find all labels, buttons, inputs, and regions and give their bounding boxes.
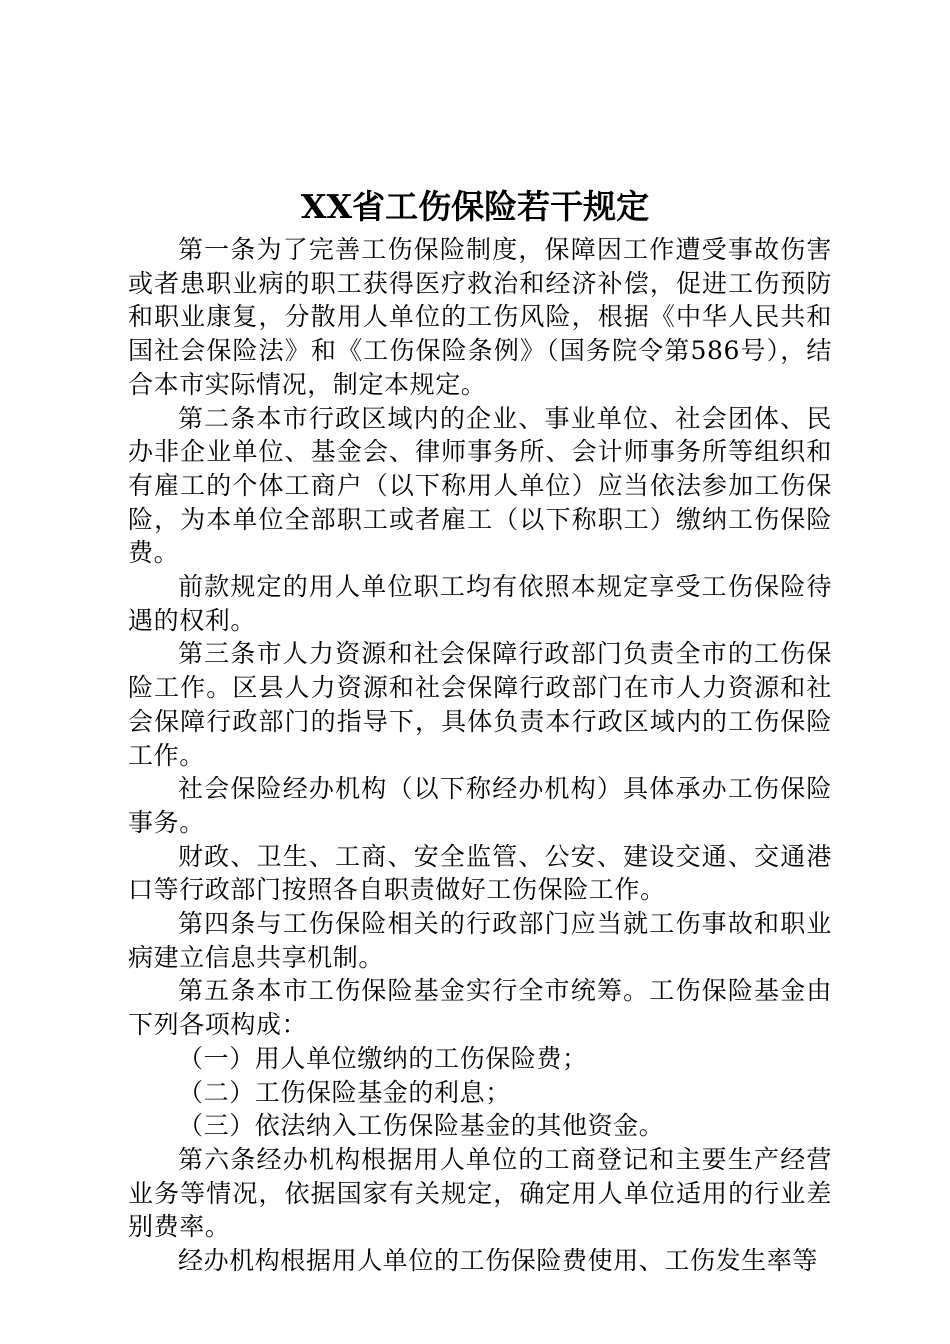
document-title: XX省工伤保险若干规定	[300, 187, 650, 226]
paragraph-article-1: 第一条为了完善工伤保险制度，保障因工作遭受事故伤害或者患职业病的职工获得医疗救治和经济补偿，促进工伤预防和职业康复，分散用人单位的工伤风险，根据《中华人民共和国社会保险法》和《工伤保险条例》（国务院令第586号），结合本市实际情况，制定本规定。	[128, 235, 832, 399]
paragraph-article-6-continued: 经办机构根据用人单位的工伤保险费使用、工伤发生率等	[178, 1246, 819, 1276]
paragraph-article-3-agency: 社会保险经办机构（以下称经办机构）具体承办工伤保险事务。	[128, 774, 832, 837]
paragraph-article-3: 第三条市人力资源和社会保障行政部门负责全市的工伤保险工作。区县人力资源和社会保障行政部门在市人力资源和社会保障行政部门的指导下，具体负责本行政区域内的工伤保险工作。	[128, 639, 832, 770]
document-body	[128, 233, 832, 1278]
paragraph-article-2-clause: 前款规定的用人单位职工均有依照本规定享受工伤保险待遇的权利。	[128, 572, 832, 635]
paragraph-article-6: 第六条经办机构根据用人单位的工商登记和主要生产经营业务等情况，依据国家有关规定，确定用人单位适用的行业差别费率。	[128, 1144, 832, 1242]
paragraph-article-5-item-2: （二）工伤保险基金的利息；	[178, 1077, 511, 1107]
paragraph-article-5-item-3: （三）依法纳入工伤保险基金的其他资金。	[178, 1111, 665, 1141]
paragraph-article-4: 第四条与工伤保险相关的行政部门应当就工伤事故和职业病建立信息共享机制。	[128, 909, 832, 972]
paragraph-article-2: 第二条本市行政区域内的企业、事业单位、社会团体、民办非企业单位、基金会、律师事务所、会计师事务所等组织和有雇工的个体工商户（以下称用人单位）应当依法参加工伤保险，为本单位全部职工或者雇工（以下称职工）缴纳工伤保险费。	[128, 403, 832, 568]
paragraph-article-5-item-1: （一）用人单位缴纳的工伤保险费；	[178, 1043, 588, 1073]
paragraph-article-3-departments: 财政、卫生、工商、安全监管、公安、建设交通、交通港口等行政部门按照各自职责做好工伤保险工作。	[128, 841, 832, 905]
paragraph-article-5: 第五条本市工伤保险基金实行全市统筹。工伤保险基金由下列各项构成：	[128, 976, 832, 1040]
